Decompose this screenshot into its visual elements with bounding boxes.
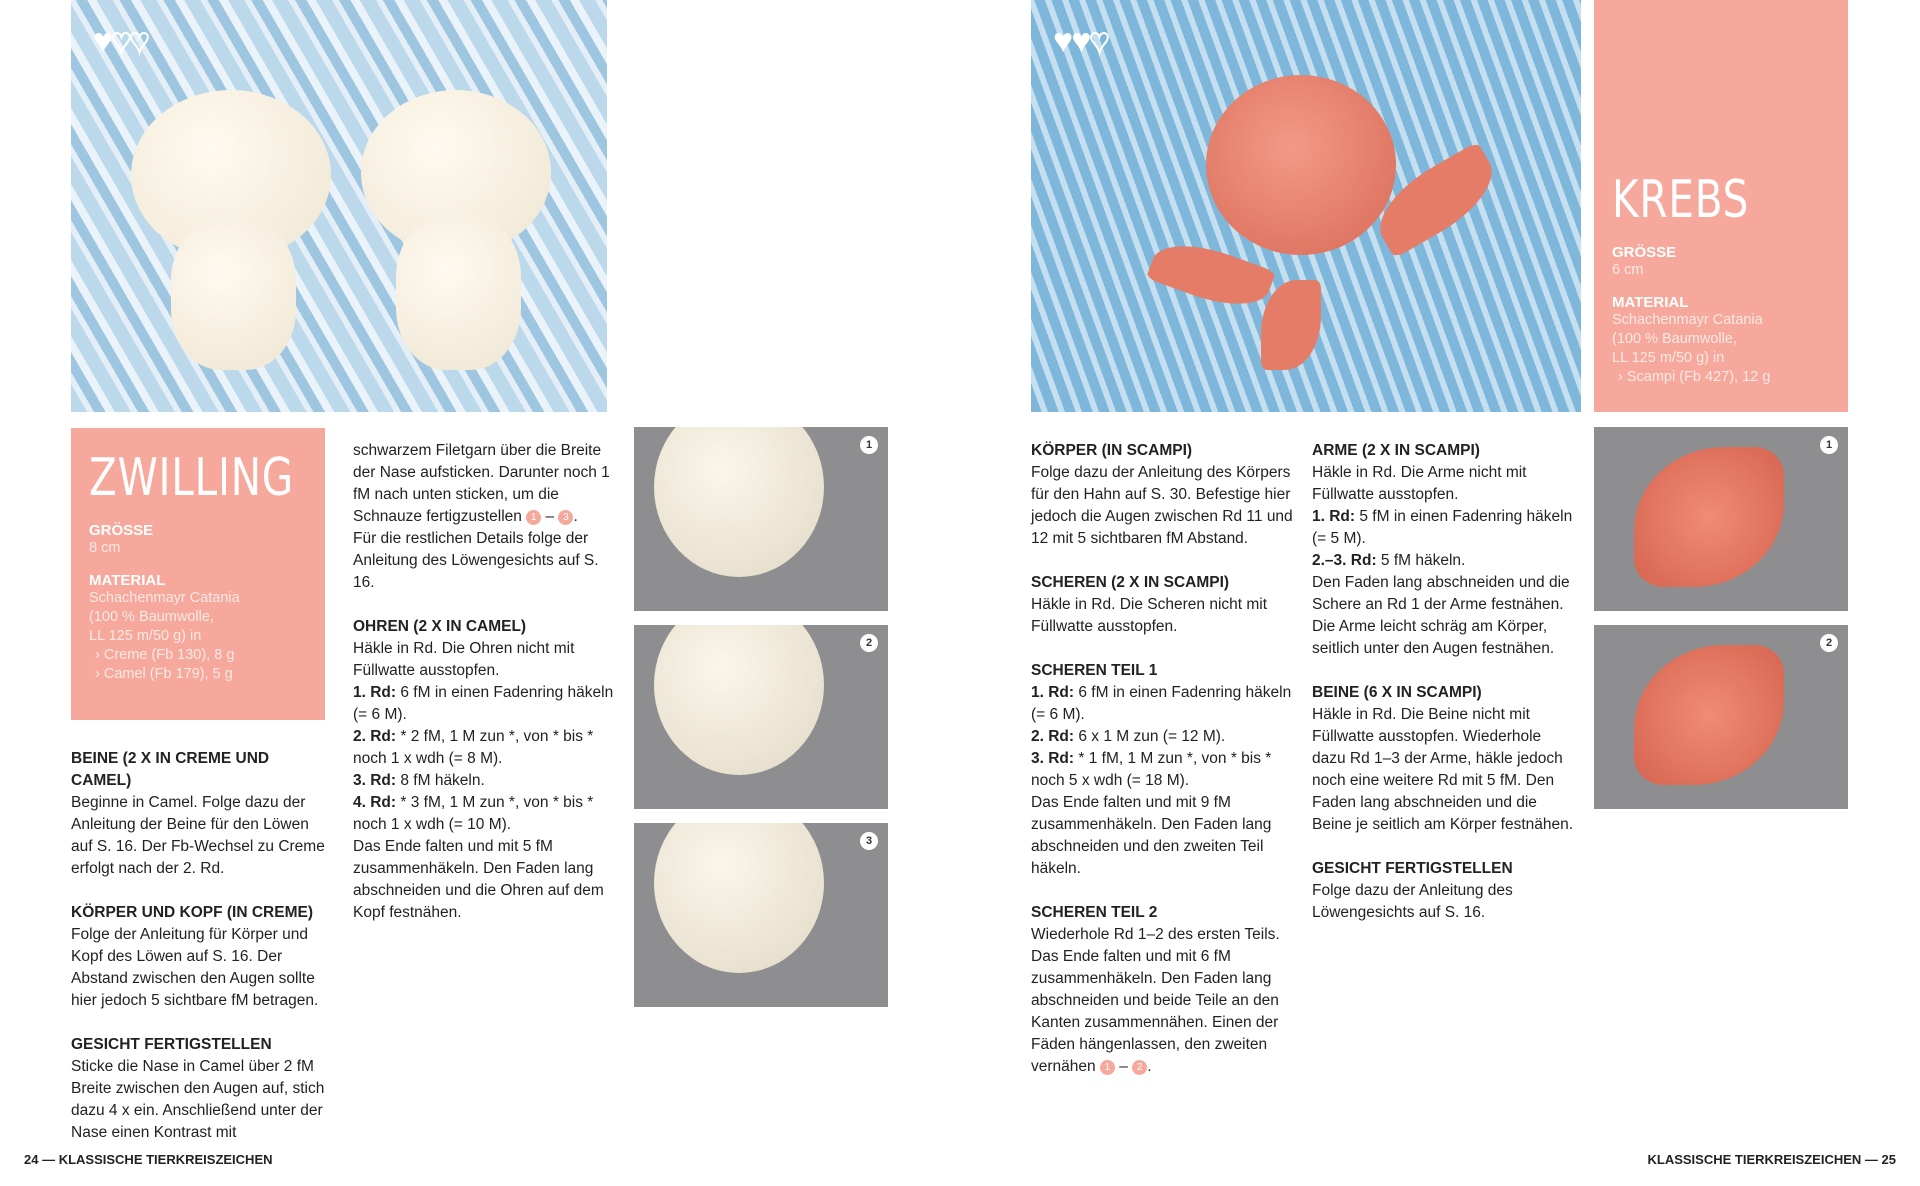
difficulty-hearts (1053, 22, 1108, 61)
step-ref-badge: 2 (1132, 1060, 1147, 1075)
step-photo (634, 823, 888, 1007)
instruction-text: Folge der Anleitung für Körper und Kopf des Löwen auf S. 16. Der Abstand zwischen den Augen sollte hier jedoch 5 sichtbare fM betragen. (71, 926, 319, 1009)
step-number-badge: 3 (860, 832, 878, 850)
section-heading: BEINE (6 X IN SCAMPI) (1312, 684, 1482, 701)
amigurumi-head (654, 823, 824, 973)
instruction-text: Für die restlichen Details folge der Anleitung des Löwengesichts auf S. 16. (353, 530, 599, 591)
instruction-text: Das Ende falten und mit 9 fM zusammenhäkeln. Den Faden lang abschneiden und den zweiten Teil häkeln. (1031, 794, 1272, 877)
amigurumi-head (654, 625, 824, 775)
page-number: 25 (1881, 1152, 1896, 1167)
instruction-paragraph (1031, 594, 1293, 638)
section-heading: KÖRPER UND KOPF (IN CREME) (71, 904, 313, 921)
instruction-paragraph (353, 638, 615, 682)
instruction-text: Beginne in Camel. Folge dazu der Anleitung der Beine für den Löwen auf S. 16. Der Fb-Wechsel zu Creme erfolgt nach der 2. Rd. (71, 794, 325, 877)
section-heading: OHREN (2 X IN CAMEL) (353, 618, 527, 635)
material-line: › Camel (Fb 179), 5 g (95, 666, 233, 682)
heart-outline-icon: ♥ (1089, 22, 1108, 60)
instruction-text: * 1 fM, 1 M zun *, von * bis * noch 5 x wdh (= 18 M). (1031, 750, 1272, 789)
instructions-column-1 (1031, 440, 1293, 1078)
instruction-paragraph (1031, 682, 1293, 726)
instruction-paragraph (1031, 726, 1293, 748)
instruction-text: Das Ende falten und mit 5 fM zusammenhäkeln. Den Faden lang abschneiden und die Ohren auf dem Kopf festnähen. (353, 838, 604, 921)
instruction-paragraph (1031, 792, 1293, 880)
instruction-paragraph (353, 726, 615, 770)
instruction-text: Häkle in Rd. Die Beine nicht mit Füllwatte ausstopfen. Wiederhole dazu Rd 1–3 der Arme, häkle jedoch noch eine weitere Rd mit 5 fM. Den Faden lang abschneiden und die Beine je seitlich am Körper festnähen. (1312, 706, 1574, 833)
material-line: Schachenmayr Catania (1612, 312, 1763, 328)
round-label: 1. Rd: (353, 684, 397, 701)
instruction-text: 6 x 1 M zun (= 12 M). (1074, 728, 1226, 745)
instruction-paragraph (353, 770, 615, 792)
section-heading: KÖRPER (IN SCAMPI) (1031, 442, 1193, 459)
instruction-paragraph: Wiederhole Rd 1–2 des ersten Teils. Das Ende falten und mit 6 fM zusammenhäkeln. Den Faden lang abschneiden und beide Teile an den Kanten zusammennähen. Einen der Fäden hängenlassen, den zweiten vernähen 1 – 2 . (1031, 926, 1280, 1075)
instruction-paragraph (1312, 704, 1574, 836)
instructions-column-2 (1312, 440, 1574, 924)
material-line: Schachenmayr Catania (89, 590, 240, 606)
material-line: LL 125 m/50 g) in (89, 628, 202, 644)
step-number-badge: 2 (860, 634, 878, 652)
step-photo (1594, 427, 1848, 611)
round-label: 2. Rd: (1031, 728, 1075, 745)
instruction-paragraph (71, 924, 333, 1012)
instruction-paragraph (1312, 506, 1574, 550)
step-photo (1594, 625, 1848, 809)
footer-left: 24 — KLASSISCHE TIERKREISZEICHEN (24, 1152, 273, 1167)
heart-filled-icon: ♥ (93, 22, 112, 60)
size-value: 6 cm (1612, 262, 1644, 278)
instruction-text: Folge dazu der Anleitung des Löwengesichts auf S. 16. (1312, 882, 1513, 921)
instructions-column-1 (71, 748, 333, 1144)
round-label: 3. Rd: (1031, 750, 1075, 767)
section-heading: GESICHT FERTIGSTELLEN (1312, 860, 1513, 877)
pattern-title: KREBS (1612, 170, 1750, 230)
round-label: 1. Rd: (1031, 684, 1075, 701)
heart-filled-icon: ♥ (1071, 22, 1090, 60)
size-label: GRÖSSE (89, 522, 154, 539)
instruction-paragraph (1312, 572, 1574, 660)
instruction-paragraph (1312, 462, 1574, 506)
section-heading: SCHEREN (2 X IN SCAMPI) (1031, 574, 1230, 591)
material-label: MATERIAL (1612, 294, 1689, 311)
instruction-text: 5 fM in einen Fadenring häkeln (= 5 M). (1312, 508, 1573, 547)
difficulty-hearts (93, 22, 148, 61)
instructions-column-2 (353, 440, 615, 924)
instruction-paragraph (353, 528, 615, 594)
step-number-badge: 1 (860, 436, 878, 454)
running-head: KLASSISCHE TIERKREISZEICHEN (1647, 1152, 1862, 1167)
crab-leg (1261, 280, 1321, 370)
instruction-paragraph (71, 1056, 333, 1144)
material-label: MATERIAL (89, 572, 166, 589)
step-number-badge: 1 (1820, 436, 1838, 454)
pattern-title: ZWILLING (89, 448, 295, 508)
material-list (1612, 311, 1830, 387)
instruction-text: * 3 fM, 1 M zun *, von * bis * noch 1 x wdh (= 10 M). (353, 794, 594, 833)
footer-right: KLASSISCHE TIERKREISZEICHEN — 25 (1647, 1152, 1896, 1167)
step-ref-badge: 3 (558, 510, 573, 525)
page-number: 24 (24, 1152, 39, 1167)
round-label: 3. Rd: (353, 772, 397, 789)
instruction-paragraph (1031, 462, 1293, 550)
running-head: KLASSISCHE TIERKREISZEICHEN (58, 1152, 273, 1167)
zwilling-info-box (71, 428, 325, 720)
round-label: 1. Rd: (1312, 508, 1356, 525)
round-label: 2.–3. Rd: (1312, 552, 1377, 569)
section-heading: ARME (2 X IN SCAMPI) (1312, 442, 1480, 459)
instruction-text: * 2 fM, 1 M zun *, von * bis * noch 1 x wdh (= 8 M). (353, 728, 594, 767)
crab-claw-piece (1634, 447, 1784, 587)
heart-outline-icon: ♥ (111, 22, 130, 60)
material-list (89, 589, 307, 684)
instruction-text: Häkle in Rd. Die Ohren nicht mit Füllwatte ausstopfen. (353, 640, 575, 679)
krebs-info-box (1594, 0, 1848, 412)
material-line: (100 % Baumwolle, (89, 609, 214, 625)
material-line: LL 125 m/50 g) in (1612, 350, 1725, 366)
section-heading: GESICHT FERTIGSTELLEN (71, 1036, 272, 1053)
instruction-text: Häkle in Rd. Die Scheren nicht mit Füllwatte ausstopfen. (1031, 596, 1268, 635)
instruction-text: Wiederhole Rd 1–2 des ersten Teils. Das Ende falten und mit 6 fM zusammenhäkeln. Den Faden lang abschneiden und beide Teile an den Kanten zusammennähen. Einen der Fäden hängenlassen, den zweiten vernähen (1031, 926, 1280, 1075)
heart-outline-icon: ♥ (129, 22, 148, 60)
instruction-paragraph (353, 682, 615, 726)
section-heading: SCHEREN TEIL 1 (1031, 662, 1158, 679)
instruction-text: 6 fM in einen Fadenring häkeln (= 6 M). (353, 684, 614, 723)
instruction-text: 5 fM häkeln. (1376, 552, 1466, 569)
krebs-photo (1031, 0, 1581, 412)
amigurumi-head (654, 427, 824, 577)
section-heading: SCHEREN TEIL 2 (1031, 904, 1158, 921)
size-value: 8 cm (89, 540, 121, 556)
instruction-paragraph (1312, 880, 1574, 924)
instruction-paragraph (353, 792, 615, 836)
round-label: 4. Rd: (353, 794, 397, 811)
step-number-badge: 2 (1820, 634, 1838, 652)
instruction-paragraph (71, 792, 333, 880)
section-heading: BEINE (2 X IN CREME UND CAMEL) (71, 750, 270, 789)
step-ref-badge: 1 (526, 510, 541, 525)
round-label: 2. Rd: (353, 728, 397, 745)
instruction-paragraph (1031, 748, 1293, 792)
step-ref-badge: 1 (1100, 1060, 1115, 1075)
instruction-text: Den Faden lang abschneiden und die Schere an Rd 1 der Arme festnähen. Die Arme leicht schräg am Körper, seitlich unter den Augen festnähen. (1312, 574, 1570, 657)
step-photo (634, 427, 888, 611)
instruction-text: 6 fM in einen Fadenring häkeln (= 6 M). (1031, 684, 1292, 723)
instruction-paragraph (353, 836, 615, 924)
crab-body (1206, 75, 1396, 255)
zwilling-photo (71, 0, 607, 412)
crab-claw-piece (1634, 645, 1784, 785)
amigurumi-right-body (396, 215, 521, 370)
instruction-text: Folge dazu der Anleitung des Körpers für den Hahn auf S. 30. Befestige hier jedoch die Augen zwischen Rd 11 und 12 mit 5 sichtbaren fM Abstand. (1031, 464, 1293, 547)
instruction-text: schwarzem Filetgarn über die Breite der Nase aufsticken. Darunter noch 1 fM nach unten sticken, um die Schnauze fertigzustellen (353, 442, 610, 525)
material-line: › Creme (Fb 130), 8 g (95, 647, 235, 663)
instruction-text: Sticke die Nase in Camel über 2 fM Breite zwischen den Augen auf, stich dazu 4 x ein. Anschließend unter der Nase einen Kontrast mit (71, 1058, 325, 1141)
instruction-text: 8 fM häkeln. (396, 772, 485, 789)
material-line: (100 % Baumwolle, (1612, 331, 1737, 347)
instruction-paragraph: schwarzem Filetgarn über die Breite der Nase aufsticken. Darunter noch 1 fM nach unten sticken, um die Schnauze fertigzustellen 1 – 3 . (353, 442, 610, 525)
size-label: GRÖSSE (1612, 244, 1677, 261)
amigurumi-left-body (171, 220, 296, 370)
instruction-text: Häkle in Rd. Die Arme nicht mit Füllwatte ausstopfen. (1312, 464, 1527, 503)
instruction-paragraph (1312, 550, 1574, 572)
material-line: › Scampi (Fb 427), 12 g (1618, 369, 1771, 385)
heart-filled-icon: ♥ (1053, 22, 1072, 60)
step-photo (634, 625, 888, 809)
